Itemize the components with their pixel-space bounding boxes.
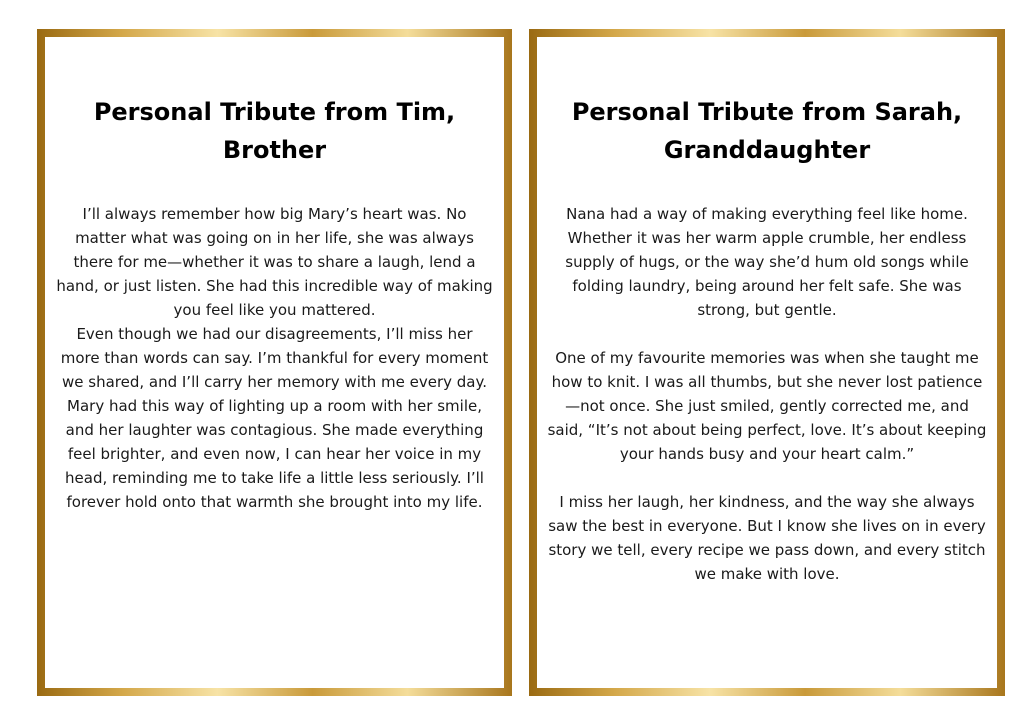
tribute-paragraph: One of my favourite memories was when she taught me how to knit. I was all thumbs, but she never lost patience—not once. She just smiled, gently corrected me, and said, “It’s not about being perfect, love. It’s about keeping your hands busy and your heart calm.” (547, 349, 987, 463)
tribute-paragraph: Nana had a way of making everything feel like home. Whether it was her warm apple crumble, her endless supply of hugs, or the way she’d hum old songs while folding laundry, being around her felt safe. She was strong, but gentle. (565, 205, 969, 319)
tribute-paragraph: Even though we had our disagreements, I’ll miss her more than words can say. I’m thankful for every moment we shared, and I’ll carry her memory with me every day. (60, 325, 489, 391)
tribute-card-tim (37, 29, 512, 696)
tribute-paragraph: I miss her laugh, her kindness, and the way she always saw the best in everyone. But I know she lives on in every story we tell, every recipe we pass down, and every stitch we make with love. (548, 493, 986, 583)
tribute-card-inner (537, 37, 997, 688)
tribute-body (537, 202, 997, 586)
tribute-paragraph: I’ll always remember how big Mary’s heart was. No matter what was going on in her life, she was always there for me—whether it was to share a laugh, lend a hand, or just listen. She had this incredible way of making you feel like you mattered. (56, 205, 493, 319)
tribute-body (45, 202, 504, 514)
tribute-card-sarah (529, 29, 1005, 696)
tribute-title: Personal Tribute from Tim, Brother (93, 98, 456, 164)
tribute-card-inner (45, 37, 504, 688)
tribute-title: Personal Tribute from Sarah, Granddaughter (571, 98, 963, 164)
tribute-paragraph: Mary had this way of lighting up a room with her smile, and her laughter was contagious. She made everything feel brighter, and even now, I can hear her voice in my head, reminding me to take life a little less seriously. I’ll forever hold onto that warmth she brought into my life. (65, 397, 484, 511)
